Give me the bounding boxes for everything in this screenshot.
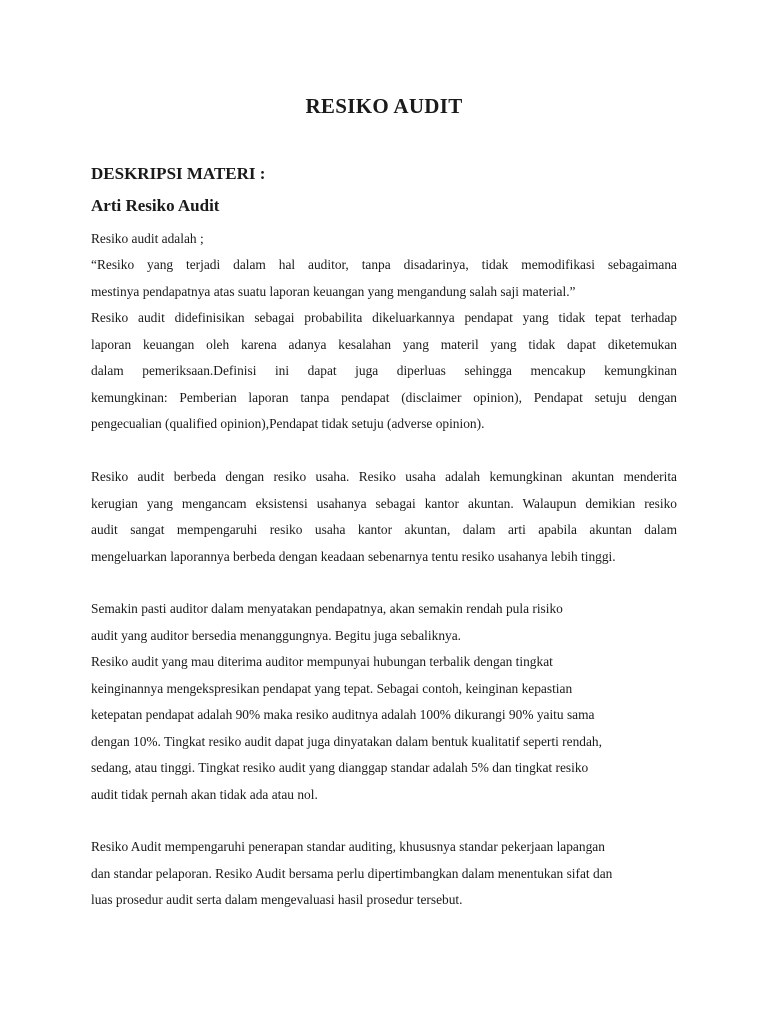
text-line: ketepatan pendapat adalah 90% maka resiko auditnya adalah 100% dikurangi 90% yaitu sama — [91, 707, 595, 722]
text-line: Semakin pasti auditor dalam menyatakan pendapatnya, akan semakin rendah pula risiko — [91, 601, 563, 616]
text-line: Resiko audit berbeda dengan resiko usaha. Resiko usaha adalah kemungkinan akuntan menderita — [91, 469, 677, 484]
text-line: Resiko audit adalah ; — [91, 231, 204, 246]
text-line: dalam pemeriksaan.Definisi ini dapat juga diperluas sehingga mencakup kemungkinan — [91, 363, 677, 378]
page-title: RESIKO AUDIT — [305, 94, 463, 118]
text-line: keinginannya mengekspresikan pendapat yang tepat. Sebagai contoh, keinginan kepastian — [91, 680, 573, 696]
paragraph-quote — [91, 252, 677, 305]
text-line: audit tidak pernah akan tidak ada atau nol. — [91, 786, 318, 802]
text-line: luas prosedur audit serta dalam mengevaluasi hasil prosedur tersebut. — [91, 892, 463, 907]
text-line: “Resiko yang terjadi dalam hal auditor, tanpa disadarinya, tidak memodifikasi sebagaimana — [91, 257, 677, 272]
paragraph-intro — [91, 226, 677, 253]
heading-arti-resiko-audit: Arti Resiko Audit — [91, 196, 220, 215]
text-line: Resiko Audit mempengaruhi penerapan standar auditing, khususnya standar pekerjaan lapangan — [91, 839, 605, 854]
paragraph-definition — [91, 305, 677, 438]
paragraph-risk-level — [91, 649, 677, 808]
text-line: audit yang auditor bersedia menanggungnya. Begitu juga sebaliknya. — [91, 627, 462, 643]
text-line: Resiko audit yang mau diterima auditor mempunyai hubungan terbalik dengan tingkat — [91, 654, 553, 669]
heading-deskripsi-materi: DESKRIPSI MATERI : — [91, 164, 266, 183]
text-line: laporan keuangan oleh karena adanya kesalahan yang materil yang tidak dapat diketemukan — [91, 336, 677, 352]
text-line: kemungkinan: Pemberian laporan tanpa pendapat (disclaimer opinion), Pendapat setuju dengan — [91, 389, 677, 405]
text-line: dengan 10%. Tingkat resiko audit dapat juga dinyatakan dalam bentuk kualitatif seperti rendah, — [91, 733, 602, 749]
text-line: mestinya pendapatnya atas suatu laporan keuangan yang mengandung salah saji material.” — [91, 283, 576, 299]
text-line: sedang, atau tinggi. Tingkat resiko audit yang dianggap standar adalah 5% dan tingkat resiko — [91, 760, 589, 775]
text-line: Resiko audit didefinisikan sebagai probabilita dikeluarkannya pendapat yang tidak tepat terhadap — [91, 310, 677, 325]
text-line: mengeluarkan laporannya berbeda dengan keadaan sebenarnya tentu resiko usahanya lebih tinggi. — [91, 548, 616, 564]
text-line: pengecualian (qualified opinion),Pendapat tidak setuju (adverse opinion). — [91, 416, 485, 431]
text-line: kerugian yang mengancam eksistensi usahanya sebagai kantor akuntan. Walaupun demikian resiko — [91, 495, 677, 511]
paragraph-certainty — [91, 596, 677, 649]
paragraph-business-risk — [91, 464, 677, 570]
text-line: audit sangat mempengaruhi resiko usaha kantor akuntan, dalam arti apabila akuntan dalam — [91, 522, 677, 537]
paragraph-standards — [91, 834, 677, 914]
text-line: dan standar pelaporan. Resiko Audit bersama perlu dipertimbangkan dalam menentukan sifat dan — [91, 865, 613, 881]
